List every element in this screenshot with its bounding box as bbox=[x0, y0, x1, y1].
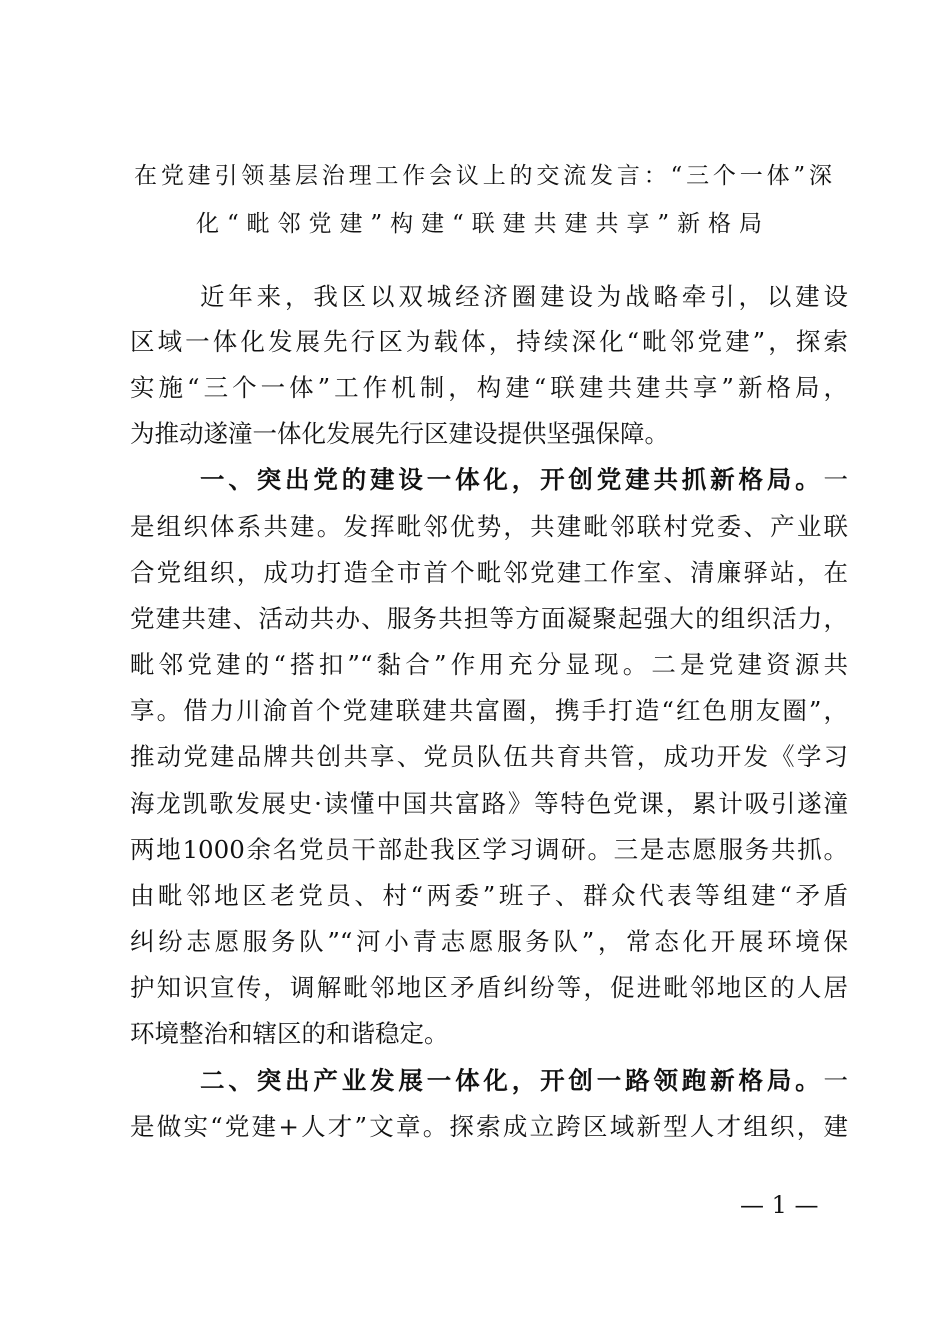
document-title-line-2: 化“毗邻党建”构建“联建共建共享”新格局 bbox=[196, 211, 762, 237]
intro-line: 实施“三个一体”工作机制，构建“联建共建共享”新格局， bbox=[130, 373, 848, 402]
page-number: — 1 — bbox=[740, 1191, 819, 1219]
body-line: 纠纷志愿服务队”“河小青志愿服务队”，常态化开展环境保 bbox=[130, 927, 848, 956]
body-line: 推动党建品牌共创共享、党员队伍共育共管，成功开发《学习 bbox=[130, 742, 848, 771]
body-line: 环境整治和辖区的和谐稳定。 bbox=[130, 1019, 449, 1048]
section-2-heading: 二、突出产业发展一体化，开创一路领跑新格局。 bbox=[200, 1066, 824, 1095]
body-line: 护知识宣传，调解毗邻地区矛盾纠纷等，促进毗邻地区的人居 bbox=[130, 973, 848, 1002]
section-1-heading-line bbox=[200, 457, 848, 503]
body-line: 党建共建、活动共办、服务共担等方面凝聚起强大的组织活力， bbox=[130, 604, 848, 633]
body-line: 由毗邻地区老党员、村“两委”班子、群众代表等组建“矛盾 bbox=[130, 881, 848, 910]
body-line: 毗邻党建的“搭扣”“黏合”作用充分显现。二是党建资源共 bbox=[130, 650, 848, 679]
document-title-line-1: 在党建引领基层治理工作会议上的交流发言：“三个一体”深 bbox=[134, 163, 832, 189]
section-2-heading-tail: 一 bbox=[823, 1066, 848, 1095]
intro-line: 区域一体化发展先行区为载体，持续深化“毗邻党建”，探索 bbox=[130, 327, 848, 356]
section-1-heading-tail: 一 bbox=[823, 465, 848, 494]
body-line: 是做实“党建+人才”文章。探索成立跨区域新型人才组织，建 bbox=[130, 1112, 848, 1141]
section-1-heading: 一、突出党的建设一体化，开创党建共抓新格局。 bbox=[200, 465, 824, 494]
body-line: 合党组织，成功打造全市首个毗邻党建工作室、清廉驿站，在 bbox=[130, 558, 848, 587]
section-2-heading-line bbox=[200, 1058, 848, 1104]
body-line: 是组织体系共建。发挥毗邻优势，共建毗邻联村党委、产业联 bbox=[130, 512, 848, 541]
intro-line: 近年来，我区以双城经济圈建设为战略牵引，以建设 bbox=[200, 282, 848, 311]
body-line: 享。借力川渝首个党建联建共富圈，携手打造“红色朋友圈”， bbox=[130, 696, 848, 725]
body-line: 海龙凯歌发展史·读懂中国共富路》等特色党课，累计吸引遂潼 bbox=[130, 789, 848, 818]
intro-line: 为推动遂潼一体化发展先行区建设提供坚强保障。 bbox=[130, 419, 669, 448]
body-line: 两地1000余名党员干部赴我区学习调研。三是志愿服务共抓。 bbox=[130, 835, 848, 864]
